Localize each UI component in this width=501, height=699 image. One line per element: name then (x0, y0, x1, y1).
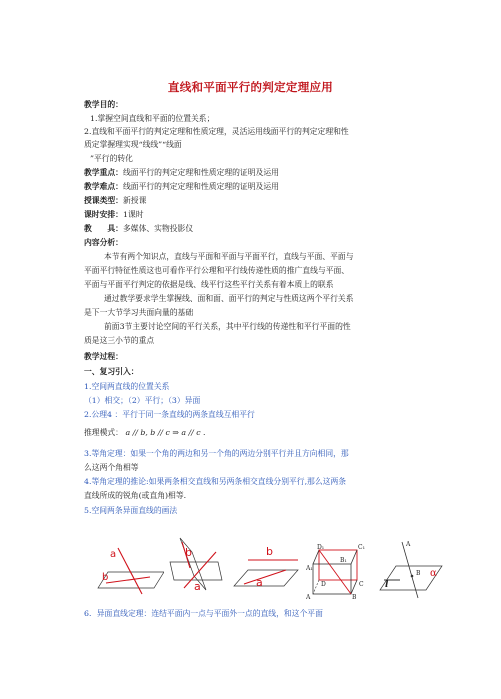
key-point-label: 教学重点： (84, 168, 123, 177)
review-item-2 (84, 409, 255, 420)
goal-item-2-line-2: 质定掌握理实现“线线”“线面 (84, 140, 182, 149)
review-item-1: 1.空间两直线的位置关系 (84, 382, 170, 391)
label-alpha: α (430, 568, 437, 579)
analysis-p3-line-1: 前面3节主要讨论空间的平行关系，其中平行线的传递性和平行平面的性 (104, 322, 351, 331)
key-point-row (84, 167, 279, 178)
analysis-p2-line-2: 是下一大节学习共面向量的基础 (84, 308, 194, 317)
page-title: 直线和平面平行的判定定理应用 (167, 80, 334, 94)
skew-lines-figure-3 (232, 540, 304, 594)
label-b: b (185, 546, 192, 559)
goal-item-2-line-1: 2.直线和平面平行的判定定理和性质定理，灵活运用线面平行的判定定理和性 (84, 127, 349, 136)
cube-figure (306, 540, 368, 600)
line-a (244, 570, 286, 584)
aids-row (84, 223, 193, 234)
analysis-p1-line-3: 平面与平面平行判定的依据是线、线平行这些平行关系有着本质上的联系 (84, 280, 334, 289)
difficulty-text: 线面平行的判定定理和性质定理的证明及运用 (122, 182, 279, 191)
goals-label: 教学目的： (84, 100, 123, 109)
review-heading: 一、复习引入： (84, 367, 139, 376)
cube-edge (313, 550, 319, 564)
review-item-2-text: 2.公理4 ：平行于同一条直线的两条直线互相平行 (84, 410, 255, 419)
periods-label: 课时安排： (84, 210, 123, 219)
goal-item-1: 1.掌握空间直线和平面的位置关系； (90, 114, 215, 123)
analysis-label: 内容分析： (84, 238, 123, 247)
label-B: B (416, 570, 421, 577)
review-item-3-line-2: 么这两个角相等 (84, 463, 139, 472)
line-b (106, 577, 150, 583)
lesson-type-label: 授课类型： (84, 196, 123, 205)
skew-lines-figure-2 (166, 532, 226, 594)
analysis-p1-line-2: 平面平行特征性质这也可看作平行公理和平行线传递性质的推广直线与平面、 (84, 266, 350, 275)
vertex-D1: D₁ (317, 544, 325, 551)
vertex-B1: B₁ (340, 557, 347, 564)
periods-row (84, 209, 144, 220)
label-a: a (110, 549, 117, 560)
inference-row (84, 427, 206, 438)
plane-parallelogram (234, 570, 298, 586)
difficulty-row (84, 181, 279, 192)
goal-item-2-line-3: ”平行的转化 (90, 154, 133, 163)
aids-text: 多媒体、实物投影仪 (122, 224, 194, 233)
vertex-D: D (321, 581, 326, 588)
periods-text: 1课时 (122, 210, 144, 219)
analysis-p2-line-1: 通过教学要求学生掌握线、面和面、面平行的判定与性质这两个平行关系 (104, 294, 354, 303)
label-a: a (256, 576, 263, 589)
vertex-A1: A₁ (306, 565, 313, 572)
label-a: a (194, 580, 201, 593)
lesson-type-text: 新授课 (122, 196, 147, 205)
line-plane-figure (376, 536, 448, 600)
vertex-A: A (306, 594, 311, 600)
lesson-type-row (84, 195, 146, 206)
cube-hidden-edge (313, 580, 319, 594)
review-item-4-line-2: 直线所成的锐角(或直角)相等. (84, 491, 187, 500)
review-item-4-line-1: 4.等角定理的推论:如果两条相交直线和另两条相交直线分别平行,那么这两条 (84, 477, 347, 486)
line-a (118, 548, 142, 594)
point-B (411, 575, 414, 578)
process-label: 教学过程： (84, 352, 123, 361)
plane-upper (180, 538, 206, 590)
vertex-C: C (359, 581, 364, 588)
inference-formula: a // b, b // c ⇒ a // c . (125, 428, 206, 437)
review-item-6-text: 6．异面直线定理：连结平面内一点与平面外一点的直线，和这个平面 (84, 609, 323, 618)
plane-lower (170, 562, 222, 580)
review-item-1-sub: （1）相交；（2）平行；（3）异面 (84, 396, 201, 405)
review-item-6 (84, 608, 323, 619)
cube-edge (351, 550, 357, 564)
skew-lines-figure-1 (84, 536, 164, 596)
label-A: A (406, 541, 411, 548)
label-b: b (102, 572, 109, 583)
analysis-p1-line-1: 本节有两个知识点，直线与平面和平面与平面平行，直线与平面、平面与 (104, 252, 354, 261)
aids-label: 教 具： (84, 224, 123, 233)
vertex-B: B (352, 594, 357, 600)
review-item-5: 5.空间两条异面直线的画法 (84, 506, 178, 515)
analysis-p3-line-2: 质是这三小节的重点 (84, 336, 155, 345)
label-b: b (266, 545, 273, 558)
label-l: l (385, 580, 389, 590)
key-point-text: 线面平行的判定定理和性质定理的证明及运用 (122, 168, 279, 177)
review-item-3-line-1: 3.等角定理：如果一个角的两边和另一个角的两边分别平行并且方向相同，那 (84, 449, 349, 458)
vertex-C1: C₁ (358, 544, 365, 551)
cube-edge (351, 580, 357, 594)
difficulty-label: 教学难点： (84, 182, 123, 191)
inference-label: 推理模式： (84, 428, 123, 437)
